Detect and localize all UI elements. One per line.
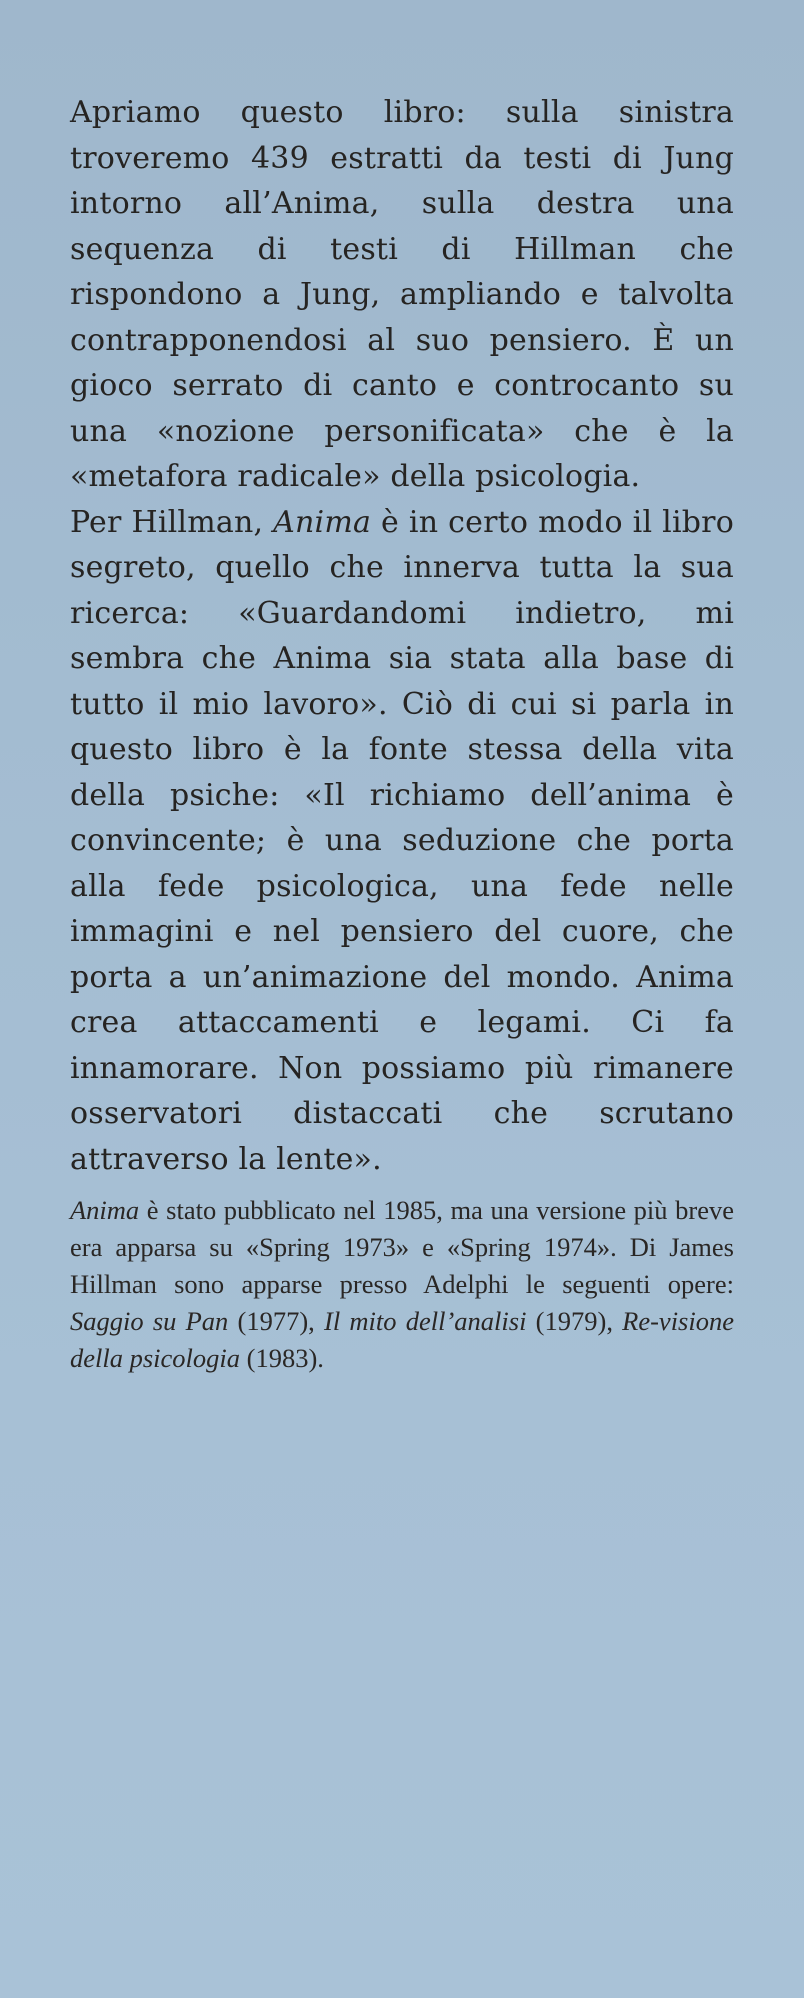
note-work-2: Il mito dell’analisi <box>324 1306 527 1336</box>
book-title: Anima <box>273 504 372 540</box>
note-text-1: è stato pubblicato nel 1985, ma una versione più breve era apparsa su «Spring 1973» e «Spring 1974». Di James Hillman sono apparse presso Adelphi le seguenti opere: <box>70 1195 734 1299</box>
note-text-2: (1977), <box>228 1306 324 1336</box>
note-work-1: Saggio su Pan <box>70 1306 229 1336</box>
note-book-title: Anima <box>70 1195 140 1225</box>
blurb-text <box>70 90 734 1182</box>
note-text-3: (1979), <box>526 1306 623 1336</box>
blurb-p2-lead: Per Hillman, <box>70 504 274 540</box>
publication-note <box>70 1192 734 1377</box>
blurb-p2-body: è in certo modo il libro segreto, quello che innerva tutta la sua ricerca: «Guardandomi indietro, mi sembra che Anima sia stata alla base di tutto il mio lavoro». Ciò di cui si parla in questo libro è la fonte stessa della vita della psiche: «Il richiamo dell’anima è convincente; è una seduzione che porta alla fede psicologica, una fede nelle immagini e nel pensiero del cuore, che porta a un’animazione del mondo. Anima crea attaccamenti e legami. Ci fa innamorare. Non possiamo più rimanere osservatori distaccati che scrutano attraverso la lente». <box>70 504 734 1177</box>
blurb-paragraph-1: Apriamo questo libro: sulla sinistra troveremo 439 estratti da testi di Jung intorno all’Anima, sulla destra una sequenza di testi di Hillman che rispondono a Jung, ampliando e talvolta contrapponendosi al suo pensiero. È un gioco serrato di canto e controcanto su una «nozione personificata» che è la «metafora radicale» della psicologia. <box>70 95 734 494</box>
note-work-3: Re-visione della psicologia <box>70 1306 734 1373</box>
blurb-paragraph-2 <box>70 500 734 1183</box>
publication-note-paragraph <box>70 1192 734 1377</box>
note-text-4: (1983). <box>240 1343 324 1373</box>
